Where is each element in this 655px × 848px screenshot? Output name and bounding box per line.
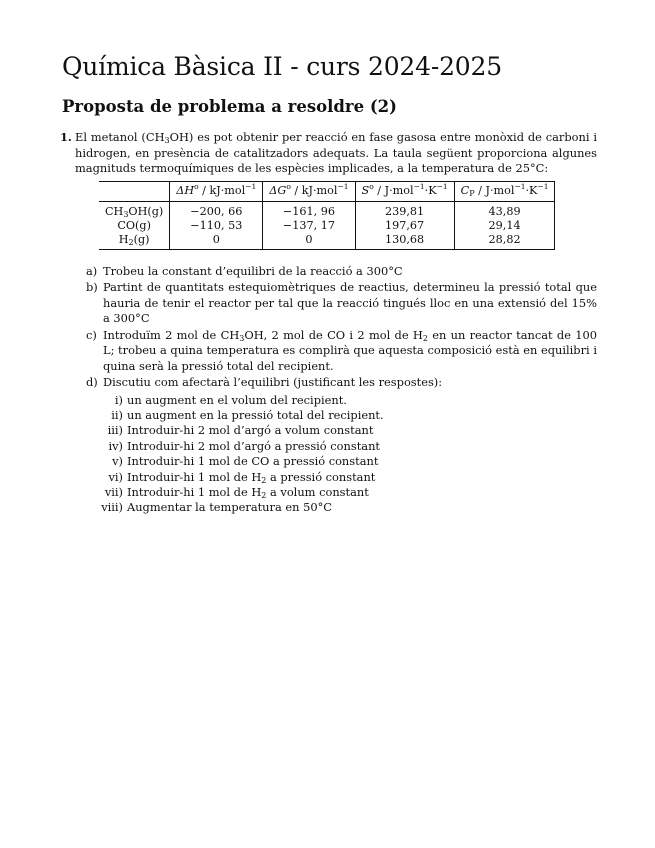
question-list [75,264,597,516]
page-title: Química Bàsica II - curs 2024-2025 [62,52,502,81]
value-cell: −137, 17 [263,219,355,233]
value-cell: 0 [170,233,263,250]
value-cell: 130,68 [355,233,454,250]
value-cell: 43,89 [454,201,555,219]
table-row [99,219,555,233]
subquestion-item: iv) Introduir-hi 2 mol d’argó a pressió constant [108,438,380,453]
problem-intro: El metanol $(CH_3OH)$ es pot obtenir per reacció en fase gasosa entre monòxid de carboni i hidrogen, en presència de catalitzadors adequats. La taula següent proporciona algunes magnituds termoquímiques de les espècies implicades, a la temperatura de 25°C: [75,130,597,175]
question-label: a) [86,263,98,278]
question-label: c) [86,327,97,342]
subquestion-item: iii) Introduir-hi 2 mol d’argó a volum constant [107,423,374,438]
question-label: b) [86,280,98,294]
subquestion-item: v) Introduir-hi 1 mol de CO a pressió constant [112,454,379,469]
species-cell: $CH_3OH(g)$ [99,201,170,219]
value-cell: 29,14 [454,219,555,233]
subquestion-item: vi) Introduir-hi 1 mol de $H_2$ a pressió constant [108,469,376,485]
question-b [86,280,597,327]
header-heat-capacity: $C_P / J\cdot mol^{-1}\cdot K^{-1}$ [454,181,555,201]
subquestion-item: viii) Augmentar la temperatura en 50°C [101,500,332,515]
problem-number: 1. [60,130,72,144]
question-text: Discutiu com afectarà l’equilibri (justificant les respostes): [103,375,443,389]
subquestion-list [103,393,597,516]
question-text: Partint de quantitats estequiomètriques de reactius, determineu la pressió total que hauria de tenir el reactor per tal que la reacció tingués lloc en una extensió del 15% a 300°C [103,280,597,325]
table-header-row [99,181,555,201]
species-cell: CO(g) [99,219,170,233]
header-species [99,181,170,201]
question-text: Trobeu la constant d’equilibri de la reacció a 300°C [103,263,403,278]
header-entropy: $S^o / J\cdot mol^{-1}\cdot K^{-1}$ [355,181,454,201]
question-a [86,263,597,280]
question-text: Introduïm 2 mol de $CH_3OH$, 2 mol de CO i 2 mol de $H_2$ en un reactor tancat de 100 L; trobeu a quina temperatura es complirà que aquesta composició està en equilibri i quina serà la pressió total del recipient. [103,327,597,373]
subquestion-item: i) un augment en el volum del recipient. [114,392,347,407]
value-cell: −161, 96 [263,201,355,219]
value-cell: −110, 53 [170,219,263,233]
header-enthalpy: $\Delta H^o / kJ\cdot mol^{-1}$ [170,181,263,201]
value-cell: 239,81 [355,201,454,219]
value-cell: 197,67 [355,219,454,233]
question-d [86,375,597,516]
value-cell: 28,82 [454,233,555,250]
header-gibbs: $\Delta G^o / kJ\cdot mol^{-1}$ [263,181,355,201]
table-row [99,201,555,219]
species-cell: $H_2(g)$ [99,233,170,250]
question-c [86,327,597,375]
document-page [62,52,597,517]
subquestion-item: ii) un augment en la pressió total del recipient. [111,407,384,422]
section-title: Proposta de problema a resoldre (2) [62,97,397,116]
value-cell: −200, 66 [170,201,263,219]
problem-1 [62,130,597,516]
subquestion-item: vii) Introduir-hi 1 mol de $H_2$ a volum constant [104,484,369,500]
table-row [99,233,555,250]
question-label: d) [86,375,98,389]
value-cell: 0 [263,233,355,250]
thermo-table [99,181,555,250]
